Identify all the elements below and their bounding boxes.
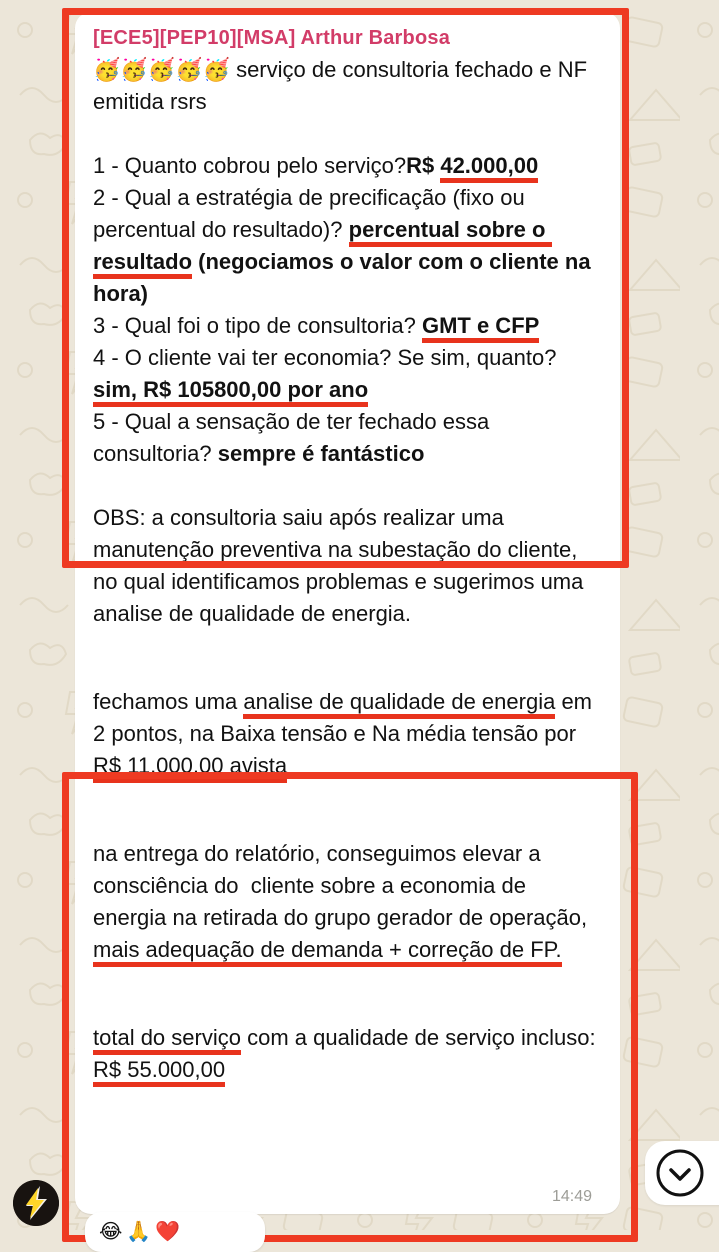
red-underlined-text: R$ 55.000,00 <box>93 1057 225 1087</box>
red-underlined-text: percentual sobre o resultado <box>93 217 552 279</box>
scroll-to-bottom-button[interactable] <box>645 1141 719 1205</box>
text-segment: 3 - Qual foi o tipo de consultoria? <box>93 313 422 338</box>
reaction-emojis: 😂🙏❤️ <box>99 1221 185 1243</box>
text-segment: (negociamos o valor com o cliente na hora) <box>93 249 597 306</box>
text-segment: 1 - Quanto cobrou pelo serviço? <box>93 153 407 178</box>
text-segment: 2 - Qual a estratégia de precificação (fixo ou percentual do resultado)? <box>93 185 531 242</box>
red-underlined-text: 42.000,00 <box>440 153 538 183</box>
text-segment: 5 - Qual a sensação de ter fechado essa consultoria? <box>93 409 496 466</box>
red-underlined-text: R$ 11.000,00 avista <box>93 753 287 783</box>
red-underlined-text: GMT e CFP <box>422 313 539 343</box>
text-segment: R$ <box>406 153 441 178</box>
text-segment: fechamos uma <box>93 689 244 714</box>
avatar[interactable] <box>13 1180 59 1226</box>
chevron-down-icon <box>654 1147 706 1199</box>
message-bubble <box>75 12 620 1214</box>
text-segment: sempre é fantástico <box>217 441 425 466</box>
red-underlined-text: analise de qualidade de energia <box>243 689 555 719</box>
red-underlined-text: mais adequação de demanda + correção de FP. <box>93 937 562 967</box>
text-segment: 4 - O cliente vai ter economia? Se sim, quanto? <box>93 345 563 370</box>
text-segment: 🥳🥳🥳🥳🥳 serviço de consultoria fechado e NF emitida rsrs <box>93 57 594 114</box>
text-segment: em 2 pontos, na Baixa tensão e Na média tensão por <box>93 689 599 746</box>
text-segment: com a qualidade de serviço incluso: <box>240 1025 602 1050</box>
lightning-bolt-icon <box>13 1180 59 1226</box>
red-underlined-text: total do serviço <box>93 1025 241 1055</box>
message-timestamp: 14:49 <box>552 1188 593 1205</box>
reaction-pill[interactable] <box>85 1212 265 1252</box>
red-underlined-text: sim, R$ 105800,00 por ano <box>93 377 368 407</box>
text-segment: na entrega do relatório, conseguimos elevar a consciência do cliente sobre a economia de energia na retirada do grupo gerador de operação, <box>93 841 594 930</box>
text-segment: OBS: a consultoria saiu após realizar uma manutenção preventiva na subestação do cliente, no qual identificamos problemas e sugerimos uma analise de qualidade de energia. <box>93 505 590 626</box>
message-text <box>93 54 604 1086</box>
sender-name[interactable]: [ECE5][PEP10][MSA] Arthur Barbosa <box>93 27 451 49</box>
